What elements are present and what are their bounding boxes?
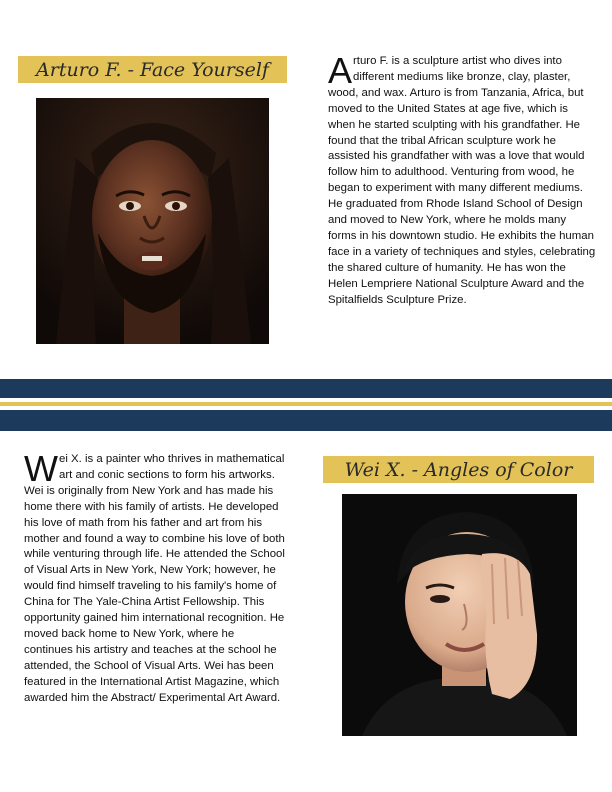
artist2-title: Wei X. - Angles of Color <box>344 458 573 481</box>
artist2-title-banner <box>323 456 594 483</box>
artist2-bio <box>24 448 286 707</box>
divider-navy-top <box>0 379 612 398</box>
artist1-portrait-graphic <box>36 98 269 344</box>
artist1-title-banner <box>18 56 287 83</box>
artist1-bio <box>328 50 596 309</box>
artist2-portrait <box>342 494 577 736</box>
divider-navy-bottom <box>0 410 612 431</box>
artist1-title: Arturo F. - Face Yourself <box>36 58 269 81</box>
artist1-portrait <box>36 98 269 344</box>
artist2-dropcap: W <box>24 448 58 489</box>
artist1-dropcap: A <box>328 50 353 91</box>
artist1-bio-text: rturo F. is a sculpture artist who dives into different mediums like bronze, clay, plaster, wood, and wax. Arturo is from Tanzania, Africa, but moved to the United States at age five, which is when he started sculpting with his grandfather. He found that the tribal African sculpture work he assisted his grandfather with was a love that would follow him to adulthood. Venturing from wood, he began to experiment with many different mediums. He graduated from Rhode Island School of Design and moved to New York, where he molds many forms in his downtown studio. He exhibits the human face in a variety of techniques and styles, celebrating the shared culture of humanity. He has won the Helen Lempriere National Sculpture Award and the Spitalfields Sculpture Prize. <box>328 55 596 306</box>
artist2-bio-text: ei X. is a painter who thrives in mathematical art and conic sections to form his artworks. Wei is originally from New York and has made his home there with his family of artists. He developed his love of math from his father and art from his mother and found a way to combine his love of both while venturing through life. He attended the School of Visual Arts in New York, New York; however, he would find himself traveling to his family's home of China for The Yale-China Artist Fellowship. This opportunity gained him international recognition. He moved back home to New York, where he continues his artistry and teaches at the school he attended, the School of Visual Arts. Wei has been featured in the International Artist Magazine, which awarded him the Abstract/ Experimental Art Award. <box>24 453 285 704</box>
artist2-portrait-graphic <box>342 494 577 736</box>
